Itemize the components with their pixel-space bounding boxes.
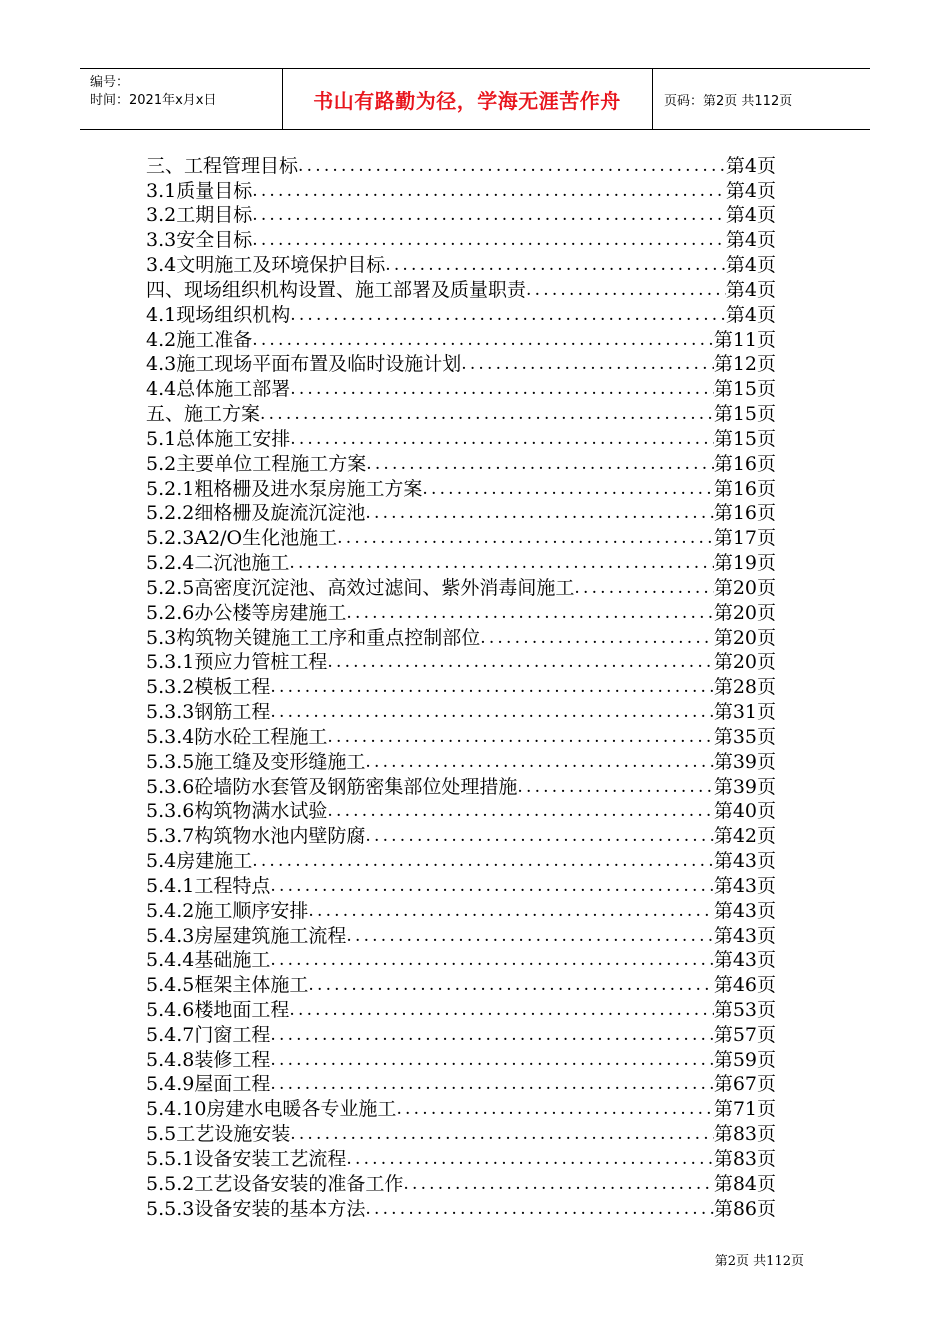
toc-entry[interactable] — [146, 997, 776, 1022]
toc-entry-title: 3.2工期目标 — [146, 204, 253, 227]
toc-entry-page: 第53页 — [713, 998, 776, 1021]
toc-entry-page: 第20页 — [713, 626, 776, 649]
toc-entry-page: 第43页 — [713, 850, 776, 873]
toc-entry[interactable] — [146, 575, 776, 600]
toc-entry[interactable] — [146, 252, 776, 277]
toc-entry-title: 5.3构筑物关键施工工序和重点控制部位 — [146, 626, 481, 649]
header-motto — [282, 69, 653, 129]
toc-entry-page: 第39页 — [713, 775, 776, 798]
toc-dot-leader — [289, 551, 713, 575]
toc-dot-leader — [252, 849, 714, 873]
page-footer: 第2页 共112页 — [714, 1254, 804, 1269]
toc-entry-page: 第20页 — [713, 651, 776, 674]
toc-dot-leader — [365, 1197, 713, 1221]
toc-entry-page: 第4页 — [725, 154, 776, 177]
toc-entry-page: 第16页 — [713, 502, 776, 525]
toc-entry[interactable] — [146, 550, 776, 575]
toc-entry-title: 5.3.6砼墙防水套管及钢筋密集部位处理措施 — [146, 775, 518, 798]
toc-entry-page: 第4页 — [725, 278, 776, 301]
toc-dot-leader — [290, 427, 714, 451]
toc-dot-leader — [327, 650, 713, 674]
toc-entry-page: 第43页 — [713, 874, 776, 897]
toc-entry[interactable] — [146, 1196, 776, 1221]
toc-dot-leader — [260, 402, 714, 426]
toc-dot-leader — [346, 601, 713, 625]
toc-entry[interactable] — [146, 1146, 776, 1171]
toc-entry-page: 第71页 — [713, 1098, 776, 1121]
toc-entry-title: 5.2.1粗格栅及进水泵房施工方案 — [146, 477, 423, 500]
toc-entry-page: 第15页 — [713, 427, 776, 450]
toc-dot-leader — [270, 1048, 713, 1072]
toc-dot-leader — [422, 477, 713, 501]
toc-entry[interactable] — [146, 376, 776, 401]
toc-entry-page: 第19页 — [713, 552, 776, 575]
toc-entry-page: 第83页 — [713, 1147, 776, 1170]
toc-entry-title: 5.2主要单位工程施工方案 — [146, 452, 367, 475]
toc-dot-leader — [290, 377, 714, 401]
toc-entry[interactable] — [146, 1047, 776, 1072]
toc-entry[interactable] — [146, 1096, 776, 1121]
toc-entry[interactable] — [146, 476, 776, 501]
toc-entry-page: 第11页 — [713, 328, 776, 351]
toc-entry-page: 第42页 — [713, 825, 776, 848]
toc-dot-leader — [270, 874, 713, 898]
toc-dot-leader — [270, 1023, 713, 1047]
toc-entry-page: 第20页 — [713, 601, 776, 624]
toc-entry-page: 第4页 — [725, 204, 776, 227]
toc-entry-title: 四、现场组织机构设置、施工部署及质量职责 — [146, 278, 527, 301]
motto-text: 书山有路勤为径，学海无涯苦作舟 — [313, 88, 621, 113]
toc-entry[interactable] — [146, 1121, 776, 1146]
toc-entry[interactable] — [146, 426, 776, 451]
toc-entry-title: 5.4.10房建水电暖各专业施工 — [146, 1098, 397, 1121]
toc-entry[interactable] — [146, 823, 776, 848]
toc-entry[interactable] — [146, 277, 776, 302]
toc-entry-title: 5.2.2细格栅及旋流沉淀池 — [146, 502, 366, 525]
toc-entry-page: 第43页 — [713, 924, 776, 947]
toc-entry-title: 4.3施工现场平面布置及临时设施计划 — [146, 353, 462, 376]
toc-entry[interactable] — [146, 1171, 776, 1196]
toc-dot-leader — [574, 576, 713, 600]
toc-entry-title: 5.3.6构筑物满水试验 — [146, 800, 328, 823]
toc-dot-leader — [270, 700, 713, 724]
toc-dot-leader — [298, 154, 726, 178]
toc-entry-page: 第39页 — [713, 750, 776, 773]
toc-dot-leader — [346, 1147, 713, 1171]
toc-dot-leader — [403, 1172, 713, 1196]
toc-entry-title: 5.3.4防水砼工程施工 — [146, 725, 328, 748]
toc-entry-title: 5.5工艺设施安装 — [146, 1123, 291, 1146]
toc-dot-leader — [346, 924, 713, 948]
toc-entry-title: 4.4总体施工部署 — [146, 378, 291, 401]
toc-dot-leader — [385, 253, 726, 277]
toc-entry-title: 5.2.5高密度沉淀池、高效过滤间、紫外消毒间施工 — [146, 576, 575, 599]
toc-entry-page: 第35页 — [713, 725, 776, 748]
toc-entry-title: 5.1总体施工安排 — [146, 427, 291, 450]
toc-dot-leader — [308, 899, 713, 923]
toc-entry-title: 5.2.6办公楼等房建施工 — [146, 601, 347, 624]
toc-dot-leader — [396, 1097, 713, 1121]
toc-entry-page: 第15页 — [713, 378, 776, 401]
toc-entry[interactable] — [146, 898, 776, 923]
toc-dot-leader — [337, 526, 714, 550]
toc-dot-leader — [252, 179, 726, 203]
toc-entry-page: 第4页 — [725, 303, 776, 326]
toc-dot-leader — [327, 799, 713, 823]
toc-entry-page: 第16页 — [713, 477, 776, 500]
toc-entry[interactable] — [146, 848, 776, 873]
toc-entry[interactable] — [146, 1022, 776, 1047]
toc-entry[interactable] — [146, 501, 776, 526]
toc-entry-title: 5.4.6楼地面工程 — [146, 998, 290, 1021]
toc-entry[interactable] — [146, 153, 776, 178]
toc-entry[interactable] — [146, 674, 776, 699]
toc-dot-leader — [252, 203, 726, 227]
page-header — [80, 68, 870, 130]
toc-entry-page: 第86页 — [713, 1197, 776, 1220]
toc-entry-title: 5.4.3房屋建筑施工流程 — [146, 924, 347, 947]
toc-entry-title: 5.4.8装修工程 — [146, 1048, 271, 1071]
toc-entry-page: 第43页 — [713, 899, 776, 922]
toc-dot-leader — [365, 824, 713, 848]
toc-entry[interactable] — [146, 774, 776, 799]
toc-entry[interactable] — [146, 203, 776, 228]
toc-entry-page: 第67页 — [713, 1073, 776, 1096]
toc-dot-leader — [252, 228, 726, 252]
toc-entry[interactable] — [146, 178, 776, 203]
toc-entry[interactable] — [146, 650, 776, 675]
toc-dot-leader — [290, 1122, 714, 1146]
toc-entry-page: 第28页 — [713, 676, 776, 699]
toc-dot-leader — [308, 973, 713, 997]
toc-entry-title: 4.1现场组织机构 — [146, 303, 291, 326]
toc-entry-title: 5.4.4基础施工 — [146, 949, 271, 972]
toc-entry-page: 第4页 — [725, 229, 776, 252]
toc-entry[interactable] — [146, 972, 776, 997]
toc-entry[interactable] — [146, 352, 776, 377]
toc-entry-title: 5.5.3设备安装的基本方法 — [146, 1197, 366, 1220]
toc-dot-leader — [365, 501, 713, 525]
toc-entry-title: 5.3.2模板工程 — [146, 676, 271, 699]
toc-entry[interactable] — [146, 923, 776, 948]
toc-entry-title: 5.5.1设备安装工艺流程 — [146, 1147, 347, 1170]
toc-entry-title: 3.1质量目标 — [146, 179, 253, 202]
toc-dot-leader — [365, 750, 713, 774]
toc-entry-page: 第83页 — [713, 1123, 776, 1146]
toc-dot-leader — [526, 278, 726, 302]
toc-entry-title: 5.3.5施工缝及变形缝施工 — [146, 750, 366, 773]
toc-entry-page: 第4页 — [725, 254, 776, 277]
toc-entry-page: 第4页 — [725, 179, 776, 202]
toc-entry-page: 第12页 — [713, 353, 776, 376]
toc-entry-title: 5.5.2工艺设备安装的准备工作 — [146, 1172, 404, 1195]
toc-entry-page: 第46页 — [713, 974, 776, 997]
document-time-label: 时间：2021年x月x日 — [90, 93, 217, 108]
toc-entry[interactable] — [146, 699, 776, 724]
toc-entry[interactable] — [146, 799, 776, 824]
toc-entry-page: 第31页 — [713, 701, 776, 724]
toc-entry-title: 五、施工方案 — [146, 403, 261, 426]
toc-entry[interactable] — [146, 749, 776, 774]
toc-entry-title: 5.4.7门窗工程 — [146, 1023, 271, 1046]
document-number-label: 编号： — [90, 75, 130, 90]
toc-entry[interactable] — [146, 302, 776, 327]
toc-entry-title: 5.4.5框架主体施工 — [146, 974, 309, 997]
toc-entry[interactable] — [146, 401, 776, 426]
toc-entry-title: 5.2.4二沉池施工 — [146, 552, 290, 575]
toc-entry-title: 3.3安全目标 — [146, 229, 253, 252]
toc-dot-leader — [366, 452, 714, 476]
toc-entry[interactable] — [146, 873, 776, 898]
toc-entry[interactable] — [146, 327, 776, 352]
toc-entry-title: 5.3.3钢筋工程 — [146, 701, 271, 724]
toc-entry-page: 第15页 — [713, 403, 776, 426]
toc-dot-leader — [270, 948, 713, 972]
toc-entry[interactable] — [146, 625, 776, 650]
toc-dot-leader — [290, 303, 726, 327]
toc-entry-title: 5.4.2施工顺序安排 — [146, 899, 309, 922]
toc-entry-title: 5.2.3A2/O生化池施工 — [146, 527, 338, 550]
toc-entry-title: 5.3.1预应力管桩工程 — [146, 651, 328, 674]
toc-entry-page: 第20页 — [713, 576, 776, 599]
toc-entry[interactable] — [146, 1072, 776, 1097]
toc-dot-leader — [252, 328, 714, 352]
toc-entry-title: 5.4.1工程特点 — [146, 874, 271, 897]
toc-dot-leader — [480, 626, 714, 650]
toc-entry[interactable] — [146, 948, 776, 973]
toc-entry-page: 第16页 — [713, 452, 776, 475]
toc-dot-leader — [461, 352, 714, 376]
toc-entry-page: 第17页 — [713, 527, 776, 550]
table-of-contents — [146, 153, 776, 1221]
toc-dot-leader — [270, 675, 713, 699]
toc-entry[interactable] — [146, 724, 776, 749]
toc-dot-leader — [327, 725, 713, 749]
toc-entry-title: 5.4.9屋面工程 — [146, 1073, 271, 1096]
toc-entry-title: 三、工程管理目标 — [146, 154, 299, 177]
toc-entry-page: 第57页 — [713, 1023, 776, 1046]
toc-dot-leader — [289, 998, 713, 1022]
toc-entry-title: 5.3.7构筑物水池内壁防腐 — [146, 825, 366, 848]
toc-dot-leader — [270, 1072, 713, 1096]
toc-entry-title: 5.4房建施工 — [146, 850, 253, 873]
toc-entry-page: 第40页 — [713, 800, 776, 823]
toc-entry-page: 第84页 — [713, 1172, 776, 1195]
toc-entry-title: 4.2施工准备 — [146, 328, 253, 351]
toc-entry[interactable] — [146, 600, 776, 625]
header-page-info: 页码：第2页 共112页 — [664, 93, 793, 109]
toc-entry-title: 3.4文明施工及环境保护目标 — [146, 254, 386, 277]
toc-entry[interactable] — [146, 525, 776, 550]
toc-dot-leader — [517, 775, 713, 799]
toc-entry-page: 第43页 — [713, 949, 776, 972]
toc-entry[interactable] — [146, 227, 776, 252]
toc-entry-page: 第59页 — [713, 1048, 776, 1071]
header-meta — [80, 69, 283, 129]
toc-entry[interactable] — [146, 451, 776, 476]
